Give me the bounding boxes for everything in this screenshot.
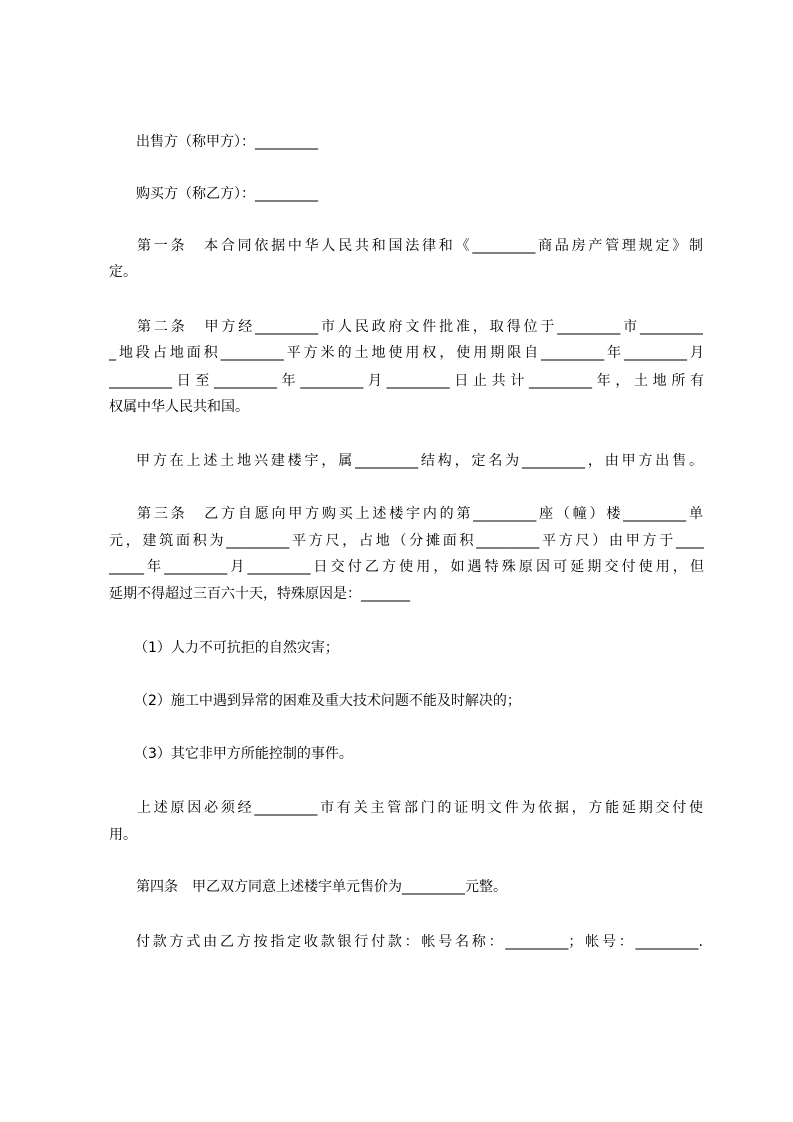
reason-1: （1）人力不可抗拒的自然灾害； xyxy=(134,640,339,656)
seller-line: 出售方（称甲方）：_________ xyxy=(136,134,318,150)
article1-line1: 第一条 本合同依据中华人民共和国法律和《_________商品房产管理规定》制 xyxy=(137,238,703,254)
article4-line: 第四条 甲乙双方同意上述楼宇单元售价为_________元整。 xyxy=(136,879,507,895)
buyer-line: 购买方（称乙方）：_________ xyxy=(136,186,318,202)
article2-line3: _________日至_________年_________月_________日止共计_________年，土地所有 xyxy=(109,373,704,389)
article3-line2: 元，建筑面积为_________平方尺，占地（分摊面积_________平方尺）由甲方于____ xyxy=(109,533,704,549)
reason-2: （2）施工中遇到异常的困难及重大技术问题不能及时解决的； xyxy=(134,693,521,709)
proof-line1: 上述原因必须经_________市有关主管部门的证明文件为依据，方能延期交付使 xyxy=(137,800,703,816)
article2-line4: 权属中华人民共和国。 xyxy=(109,399,249,415)
article3-line4: 延期不得超过三百六十天，特殊原因是：_______ xyxy=(109,586,410,602)
payment-line: 付款方式由乙方按指定收款银行付款：帐号名称：_________；帐号：_________. xyxy=(136,934,703,950)
proof-line2: 用。 xyxy=(109,827,137,843)
building-line: 甲方在上述土地兴建楼宇，属_________结构，定名为_________，由甲方出售。 xyxy=(136,453,703,469)
article3-line1: 第三条 乙方自愿向甲方购买上述楼宇内的第_________座（幢）楼_________单 xyxy=(137,506,703,522)
reason-3: （3）其它非甲方所能控制的事件。 xyxy=(134,746,353,762)
article3-line3: _____年_________月_________日交付乙方使用，如遇特殊原因可延期交付使用，但 xyxy=(109,559,704,575)
article2-line1: 第二条 甲方经_________市人民政府文件批准，取得位于_________市_________ xyxy=(137,319,703,335)
article2-line2: _地段占地面积_________平方米的土地使用权，使用期限自_________年_________月 xyxy=(109,345,704,361)
article1-line2: 定。 xyxy=(109,264,137,280)
